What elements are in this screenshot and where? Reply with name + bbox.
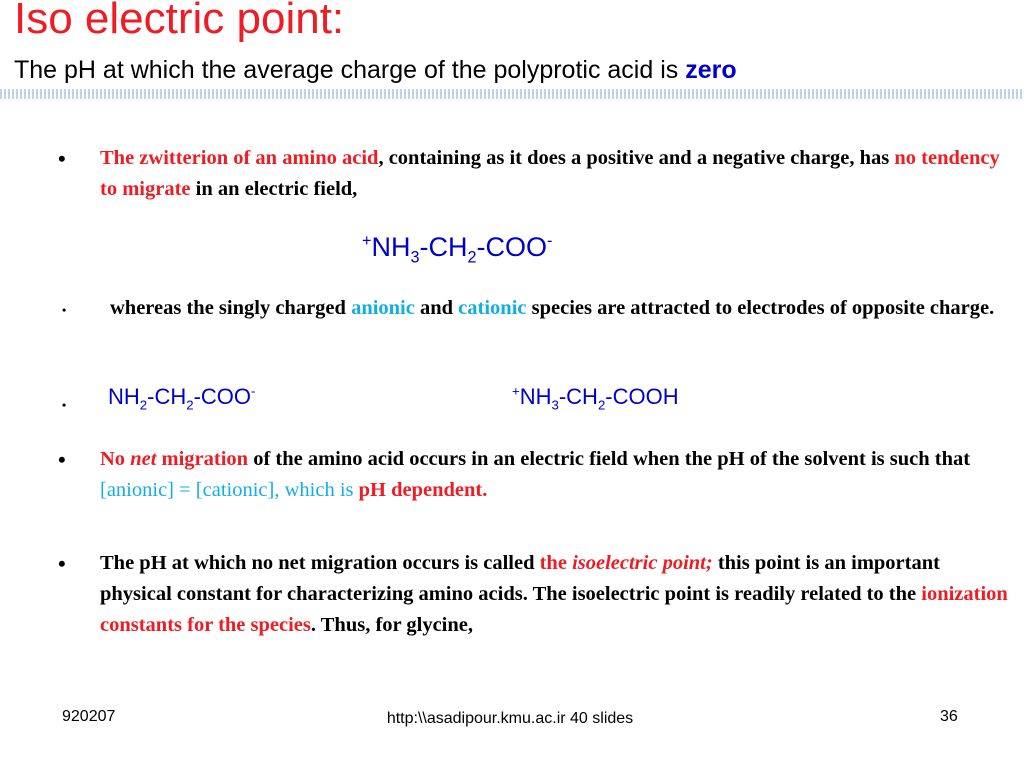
text-the: the (539, 552, 573, 574)
charge-sup: - (547, 232, 553, 250)
text-segment: in an electric field, (190, 178, 358, 200)
bullet-text (100, 143, 1014, 205)
formula-sub: 2 (597, 397, 606, 413)
formula-cationic (512, 383, 679, 413)
formula-sub: 2 (139, 397, 148, 413)
text-anionic: anionic (351, 297, 415, 319)
text-segment: and (414, 297, 459, 319)
title-divider (0, 89, 1024, 99)
slide-title: Iso electric point: (14, 0, 345, 43)
subtitle-text: The pH at which the average charge of the polyprotic acid is (14, 56, 686, 84)
text-cationic: cationic (458, 297, 527, 319)
text-ionization-constants: ionization constants for the species (100, 583, 1008, 636)
formula-part: NH (108, 384, 140, 409)
formula-part: NH (371, 232, 411, 262)
text-no: No (100, 448, 131, 470)
formula-sub: 3 (410, 248, 420, 267)
formula-part: -CH (147, 384, 187, 409)
formula-sub: 3 (551, 397, 559, 413)
text-equality: [anionic] = [cationic], which is (100, 479, 359, 501)
formula-part: NH (519, 384, 552, 409)
bullet-marker: • (58, 551, 66, 576)
bullet-no-net-migration (58, 444, 1014, 506)
charge-sup: - (251, 383, 256, 399)
text-segment: whereas the singly charged (110, 297, 352, 319)
formula-part: -CH (419, 232, 468, 262)
footer-url: http:\\asadipour.kmu.ac.ir 40 slides (386, 710, 634, 727)
slide-subtitle (14, 56, 737, 85)
text-isoelectric-point: isoelectric point; (572, 552, 713, 574)
bullet-text (100, 293, 1014, 324)
formula-anionic (108, 383, 256, 413)
text-segment: of the amino acid occurs in an electric field when the pH of the solvent is such that (248, 448, 971, 470)
formula-part: -COO (193, 384, 252, 409)
text-segment: The pH at which no net migration occurs is called (100, 552, 540, 574)
text-segment: species are attracted to electrodes of opposite charge. (526, 297, 995, 319)
text-ph-dependent: pH dependent. (358, 479, 488, 501)
charge-sup: + (362, 232, 372, 250)
bullet-marker: • (62, 398, 67, 412)
bullet-text (100, 548, 1014, 641)
text-segment: . Thus, for glycine, (310, 614, 474, 636)
formula-part: -CH (558, 384, 598, 409)
footer-date: 920207 (62, 708, 116, 725)
text-net: net (130, 448, 157, 470)
subtitle-highlight: zero (685, 56, 737, 84)
text-migration: migration (156, 448, 249, 470)
formula-zwitterion (362, 232, 553, 267)
bullet-marker: • (58, 146, 66, 171)
bullet-singly-charged (58, 293, 1014, 324)
charge-sup: + (512, 383, 520, 399)
text-no-tendency: no tendency to migrate (100, 147, 1000, 200)
text-segment: , containing as it does a positive and a negative charge, has (378, 147, 895, 169)
formula-part: -COOH (605, 384, 679, 409)
text-segment: this point is an important physical constant for characterizing amino acids. The isoelectric point is readily related to the (100, 552, 940, 605)
formula-part: -COO (476, 232, 547, 262)
formula-sub: 2 (467, 248, 477, 267)
text-zwitterion: The zwitterion of an amino acid (100, 147, 379, 169)
bullet-marker: • (58, 447, 66, 472)
formula-sub: 2 (186, 397, 194, 413)
bullet-isoelectric-point (58, 548, 1014, 641)
bullet-marker: • (62, 303, 67, 317)
bullet-zwitterion (58, 143, 1014, 205)
bullet-text (100, 444, 1014, 506)
slide-number: 36 (940, 708, 958, 725)
